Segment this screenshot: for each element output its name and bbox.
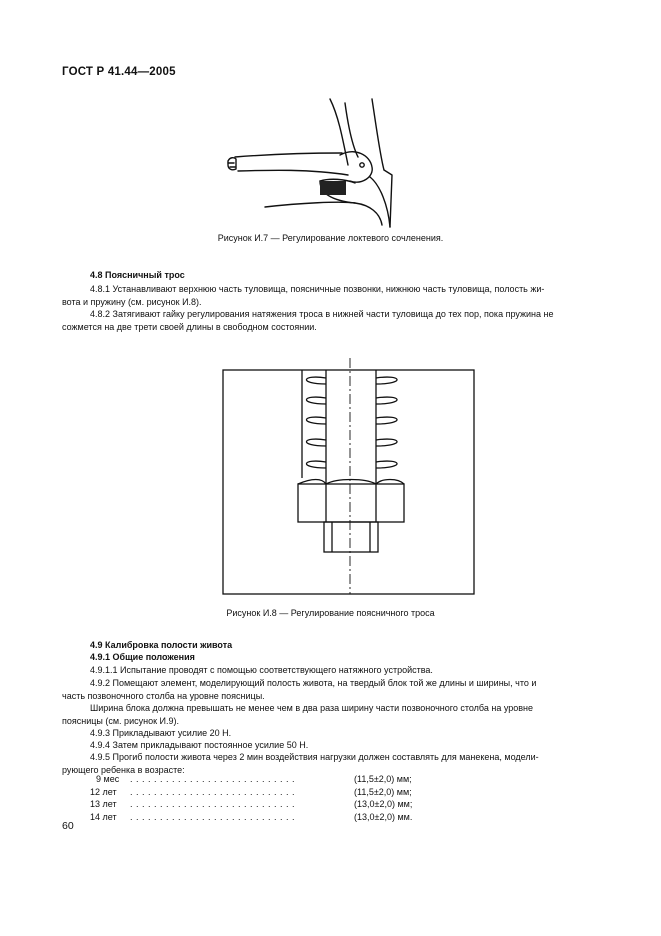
age-row <box>90 799 420 812</box>
paragraph-line: 4.9.2 Помещают элемент, моделирующий полость живота, на твердый блок той же длины и ширины, что и <box>90 678 537 688</box>
figure-lumbar-cable <box>222 358 476 596</box>
paragraph-line: часть позвоночного столба на уровне поясницы. <box>62 690 265 701</box>
age-value: (11,5±2,0) мм; <box>354 787 412 797</box>
age-value: (11,5±2,0) мм; <box>354 774 412 784</box>
paragraph-line: рующего ребенка в возрасте: <box>62 764 185 775</box>
figure-elbow-joint <box>220 95 420 230</box>
figure-8-caption: Рисунок И.8 — Регулирование поясничного троса <box>226 608 435 618</box>
figure-7-caption: Рисунок И.7 — Регулирование локтевого сочленения. <box>217 233 444 243</box>
paragraph-block-width <box>62 702 600 727</box>
paragraph-line: 4.9.5 Прогиб полости живота через 2 мин воздействия нагрузки должен составлять для манекена, модели- <box>90 752 539 762</box>
paragraph-4-9-5 <box>62 751 600 776</box>
paragraph-4-9-4: 4.9.4 Затем прикладывают постоянное усилие 50 Н. <box>90 740 309 750</box>
age-label: 13 лет <box>90 799 117 809</box>
paragraph-4-9-3: 4.9.3 Прикладывают усилие 20 Н. <box>90 728 232 738</box>
paragraph-4-8-1 <box>62 283 600 308</box>
page-number: 60 <box>62 820 74 832</box>
paragraph-line: Ширина блока должна превышать не менее чем в два раза ширину части позвоночного столба на уровне <box>90 703 534 713</box>
paragraph-line: вота и пружину (см. рисунок И.8). <box>62 296 202 307</box>
paragraph-line: сожмется на две трети своей длины в свободном состоянии. <box>62 321 317 332</box>
section-4-9-1-heading: 4.9.1 Общие положения <box>90 652 195 662</box>
age-label: 12 лет <box>90 787 117 797</box>
paragraph-line: 4.8.2 Затягивают гайку регулирования натяжения троса в нижней части туловища до тех пор, пока пружина не <box>90 309 554 319</box>
section-4-9-heading: 4.9 Калибровка полости живота <box>90 640 233 650</box>
dot-leader: . . . . . . . . . . . . . . . . . . . . . . . . . . . . <box>130 774 296 784</box>
age-row <box>90 812 420 825</box>
age-label: 9 мес <box>96 774 120 784</box>
dot-leader: . . . . . . . . . . . . . . . . . . . . . . . . . . . . <box>130 812 296 822</box>
paragraph-4-8-2 <box>62 308 600 333</box>
paragraph-4-9-2 <box>62 677 600 702</box>
dot-leader: . . . . . . . . . . . . . . . . . . . . . . . . . . . . <box>130 787 296 797</box>
age-value: (13,0±2,0) мм. <box>354 812 413 822</box>
paragraph-line: 4.8.1 Устанавливают верхнюю часть туловища, поясничные позвонки, нижнюю часть туловища, полость жи- <box>90 284 545 294</box>
age-value: (13,0±2,0) мм; <box>354 799 413 809</box>
document-header: ГОСТ Р 41.44—2005 <box>62 66 176 78</box>
paragraph-line: поясницы (см. рисунок И.9). <box>62 715 179 726</box>
section-4-8-heading: 4.8 Поясничный трос <box>90 270 185 280</box>
age-row <box>90 774 420 787</box>
paragraph-4-9-1-1: 4.9.1.1 Испытание проводят с помощью соответствующего натяжного устройства. <box>90 665 433 675</box>
age-label: 14 лет <box>90 812 117 822</box>
dot-leader: . . . . . . . . . . . . . . . . . . . . . . . . . . . . <box>130 799 296 809</box>
